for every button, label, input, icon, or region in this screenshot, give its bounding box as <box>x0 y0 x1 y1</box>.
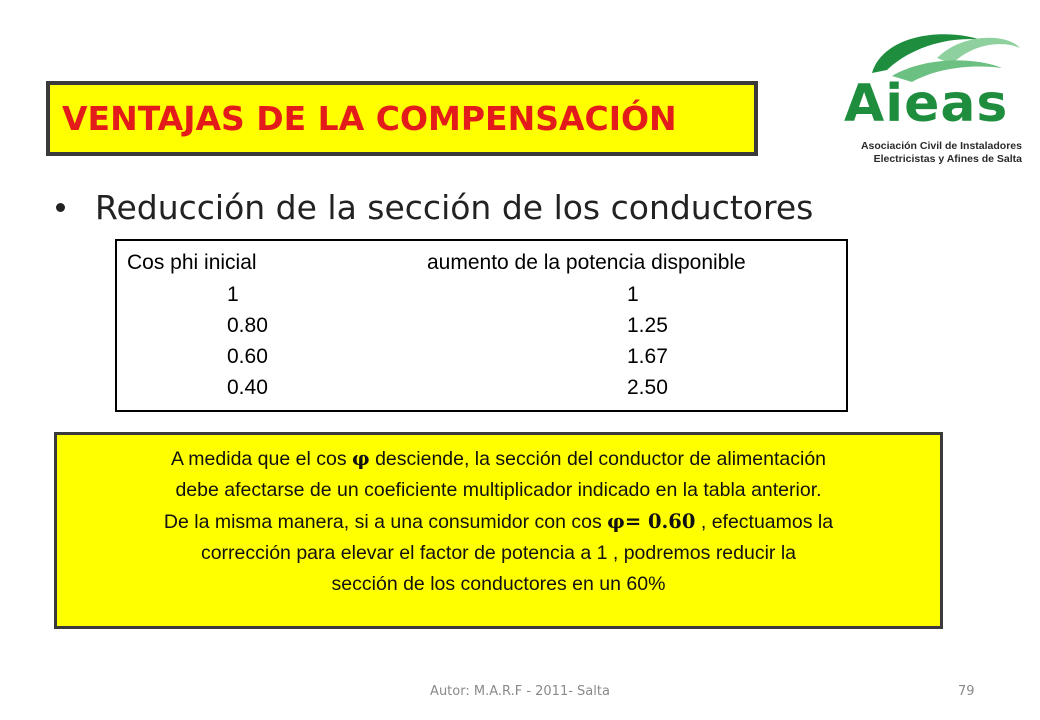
cell-aumento: 1.25 <box>627 314 668 337</box>
slide-title: VENTAJAS DE LA COMPENSACIÓN <box>62 99 677 138</box>
table-header-cos-phi: Cos phi inicial <box>127 251 257 274</box>
power-factor-table <box>115 239 848 412</box>
logo-subtitle: Asociación Civil de Instaladores Electricistas y Afines de Salta <box>860 140 1022 165</box>
aieas-logo <box>842 28 1022 166</box>
table-row <box>117 314 846 345</box>
table-header-aumento: aumento de la potencia disponible <box>427 251 746 274</box>
note-line-4: corrección para elevar el factor de potencia a 1 , podremos reducir la <box>200 542 797 564</box>
cell-aumento: 2.50 <box>627 376 668 399</box>
table-body <box>117 283 846 407</box>
note-line-3: De la misma manera, si a una consumidor con cos φ= 0.60 , efectuamos la <box>163 510 834 533</box>
cell-cos-phi: 1 <box>227 283 239 306</box>
cell-aumento: 1 <box>627 283 639 306</box>
footer-author: Autor: M.A.R.F - 2011- Salta <box>430 684 610 699</box>
cell-cos-phi: 0.60 <box>227 345 268 368</box>
table-row <box>117 283 846 314</box>
bullet-item <box>56 188 813 227</box>
logo-wordmark: Aieas <box>844 74 1009 134</box>
note-text <box>65 443 932 600</box>
explanation-note <box>54 432 943 629</box>
title-banner <box>46 81 758 156</box>
note-line-5: sección de los conductores en un 60% <box>331 573 666 595</box>
table-row <box>117 345 846 376</box>
cell-aumento: 1.67 <box>627 345 668 368</box>
bullet-dot-icon <box>56 203 65 212</box>
note-line-2: debe afectarse de un coeficiente multiplicador indicado en la tabla anterior. <box>175 479 822 501</box>
bullet-text: Reducción de la sección de los conductores <box>95 188 814 227</box>
phi-symbol: φ <box>352 447 370 470</box>
page-number: 79 <box>958 684 975 699</box>
cell-cos-phi: 0.80 <box>227 314 268 337</box>
phi-formula: φ= 0.60 <box>607 510 696 533</box>
cell-cos-phi: 0.40 <box>227 376 268 399</box>
table-row <box>117 376 846 407</box>
note-line-1: A medida que el cos φ desciende, la sección del conductor de alimentación <box>170 447 827 470</box>
